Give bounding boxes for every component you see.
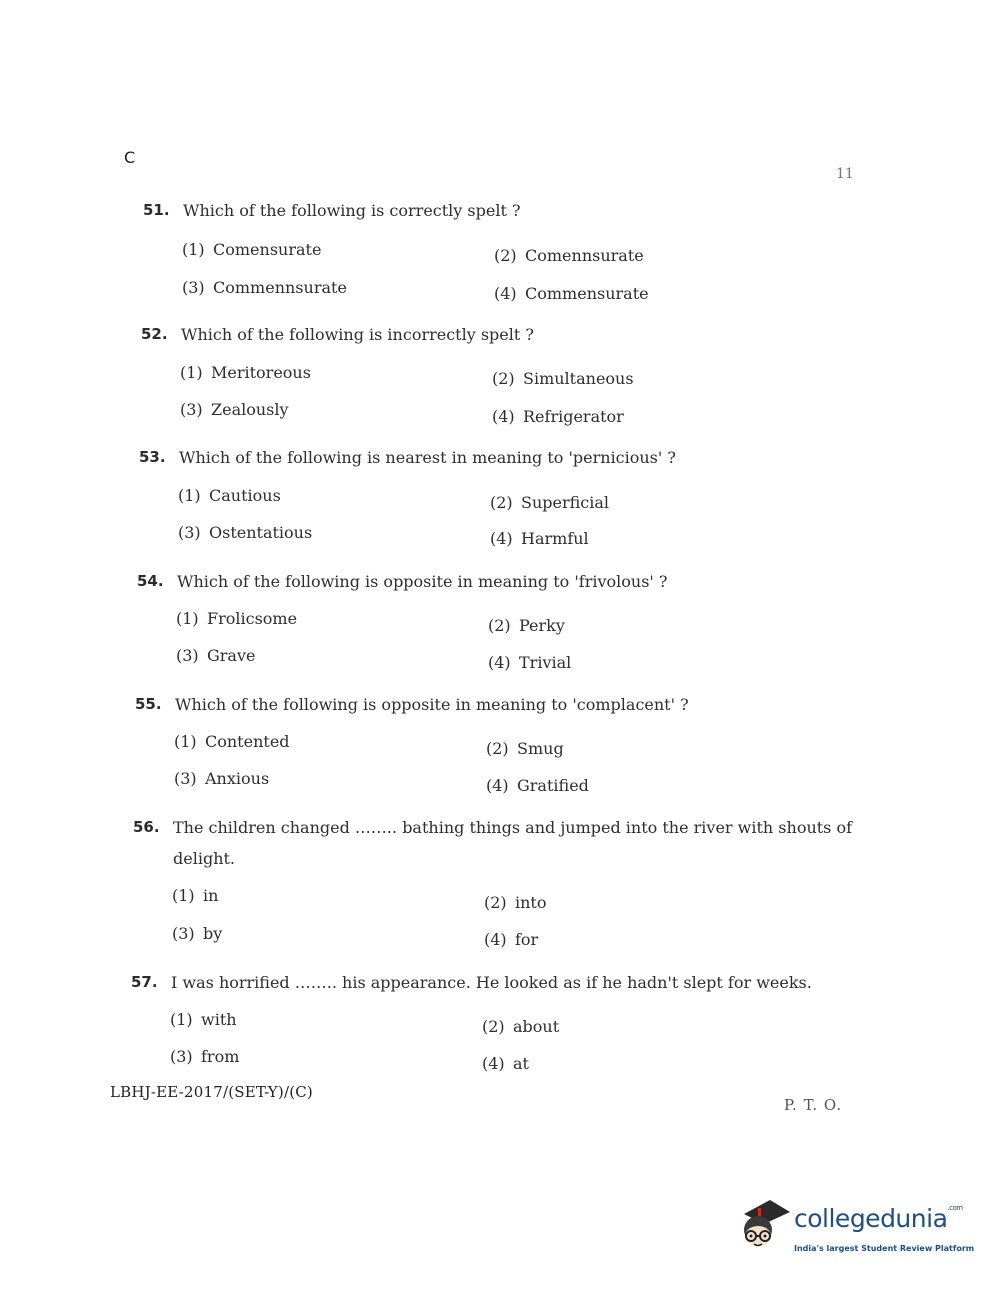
- collegedunia-watermark: [734, 1196, 975, 1266]
- option-4: [490, 529, 589, 548]
- option-2: [488, 616, 565, 635]
- question-text: I was horrified …….. his appearance. He looked as if he hadn't slept for weeks.: [171, 973, 812, 992]
- option-3: [174, 769, 269, 788]
- option-number: (2): [482, 1017, 505, 1036]
- option-number: (4): [486, 776, 509, 795]
- option-number: (1): [176, 609, 199, 628]
- option-4: [484, 930, 538, 949]
- option-label: Grave: [207, 646, 256, 665]
- option-label: Simultaneous: [523, 369, 634, 388]
- option-number: (3): [178, 523, 201, 542]
- question-number: 55.: [135, 695, 162, 713]
- option-4: [488, 653, 571, 672]
- question-number: 56.: [133, 818, 160, 836]
- question-number: 51.: [143, 201, 170, 219]
- option-label: Commensurate: [525, 284, 649, 303]
- question-text: Which of the following is incorrectly spelt ?: [181, 325, 534, 344]
- question-text: The children changed …….. bathing things and jumped into the river with shouts of delight.: [173, 818, 853, 868]
- option-1: [176, 609, 297, 628]
- option-number: (1): [180, 363, 203, 382]
- option-label: at: [513, 1054, 529, 1073]
- option-number: (4): [482, 1054, 505, 1073]
- option-number: (4): [490, 529, 513, 548]
- option-2: [486, 739, 564, 758]
- brand-domain: .com: [947, 1204, 963, 1212]
- question-text: Which of the following is opposite in meaning to 'frivolous' ?: [177, 572, 668, 591]
- option-2: [494, 246, 644, 265]
- option-label: with: [201, 1010, 237, 1029]
- option-number: (1): [174, 732, 197, 751]
- option-1: [174, 732, 290, 751]
- option-3: [170, 1047, 239, 1066]
- option-label: Meritoreous: [211, 363, 311, 382]
- question-number: 57.: [131, 973, 158, 991]
- option-number: (1): [170, 1010, 193, 1029]
- option-4: [482, 1054, 529, 1073]
- option-number: (2): [494, 246, 517, 265]
- option-label: Gratified: [517, 776, 589, 795]
- option-1: [180, 363, 311, 382]
- question-number: 53.: [139, 448, 166, 466]
- option-number: (1): [178, 486, 201, 505]
- paper-code: LBHJ-EE-2017/(SET-Y)/(C): [110, 1083, 313, 1101]
- option-label: Harmful: [521, 529, 589, 548]
- option-label: Commennsurate: [213, 278, 347, 297]
- option-4: [492, 407, 624, 426]
- option-number: (2): [488, 616, 511, 635]
- option-4: [494, 284, 649, 303]
- option-4: [486, 776, 589, 795]
- question-number: 52.: [141, 325, 168, 343]
- option-label: for: [515, 930, 539, 949]
- option-label: in: [203, 886, 219, 905]
- question-number: 54.: [137, 572, 164, 590]
- option-number: (3): [182, 278, 205, 297]
- option-label: Trivial: [519, 653, 572, 672]
- option-label: Comensurate: [213, 240, 322, 259]
- option-1: [172, 886, 218, 905]
- option-number: (4): [484, 930, 507, 949]
- option-number: (2): [490, 493, 513, 512]
- option-1: [170, 1010, 237, 1029]
- option-number: (1): [182, 240, 205, 259]
- option-label: from: [201, 1047, 240, 1066]
- option-2: [484, 893, 546, 912]
- option-label: Cautious: [209, 486, 281, 505]
- option-number: (3): [176, 646, 199, 665]
- option-3: [182, 278, 347, 297]
- option-number: (3): [180, 400, 203, 419]
- question-text: Which of the following is opposite in meaning to 'complacent' ?: [175, 695, 689, 714]
- option-3: [180, 400, 289, 419]
- option-label: Ostentatious: [209, 523, 313, 542]
- option-1: [182, 240, 321, 259]
- option-3: [176, 646, 255, 665]
- option-label: into: [515, 893, 547, 912]
- option-label: Frolicsome: [207, 609, 298, 628]
- question-text: Which of the following is correctly spelt ?: [183, 201, 521, 220]
- option-label: Zealously: [211, 400, 289, 419]
- option-number: (3): [172, 924, 195, 943]
- option-number: (4): [494, 284, 517, 303]
- option-2: [482, 1017, 559, 1036]
- brand-text: collegedunia: [794, 1204, 948, 1233]
- option-label: Anxious: [205, 769, 270, 788]
- option-number: (2): [492, 369, 515, 388]
- option-number: (1): [172, 886, 195, 905]
- option-3: [172, 924, 222, 943]
- brand-name: [794, 1204, 963, 1233]
- set-code: C: [124, 148, 136, 167]
- option-1: [178, 486, 281, 505]
- brand-tagline: India's largest Student Review Platform: [794, 1244, 975, 1253]
- question-text: Which of the following is nearest in meaning to 'pernicious' ?: [179, 448, 676, 467]
- option-number: (3): [174, 769, 197, 788]
- option-number: (4): [492, 407, 515, 426]
- option-number: (3): [170, 1047, 193, 1066]
- option-3: [178, 523, 312, 542]
- option-label: Perky: [519, 616, 565, 635]
- option-label: Comennsurate: [525, 246, 644, 265]
- page-number: 11: [836, 166, 854, 182]
- option-label: Superficial: [521, 493, 610, 512]
- pto-label: P. T. O.: [784, 1096, 843, 1114]
- mascot-icon: [734, 1196, 794, 1262]
- option-label: about: [513, 1017, 560, 1036]
- option-number: (2): [484, 893, 507, 912]
- option-2: [492, 369, 634, 388]
- option-label: Smug: [517, 739, 564, 758]
- option-2: [490, 493, 609, 512]
- option-label: Contented: [205, 732, 290, 751]
- option-number: (2): [486, 739, 509, 758]
- option-label: Refrigerator: [523, 407, 624, 426]
- option-number: (4): [488, 653, 511, 672]
- option-label: by: [203, 924, 223, 943]
